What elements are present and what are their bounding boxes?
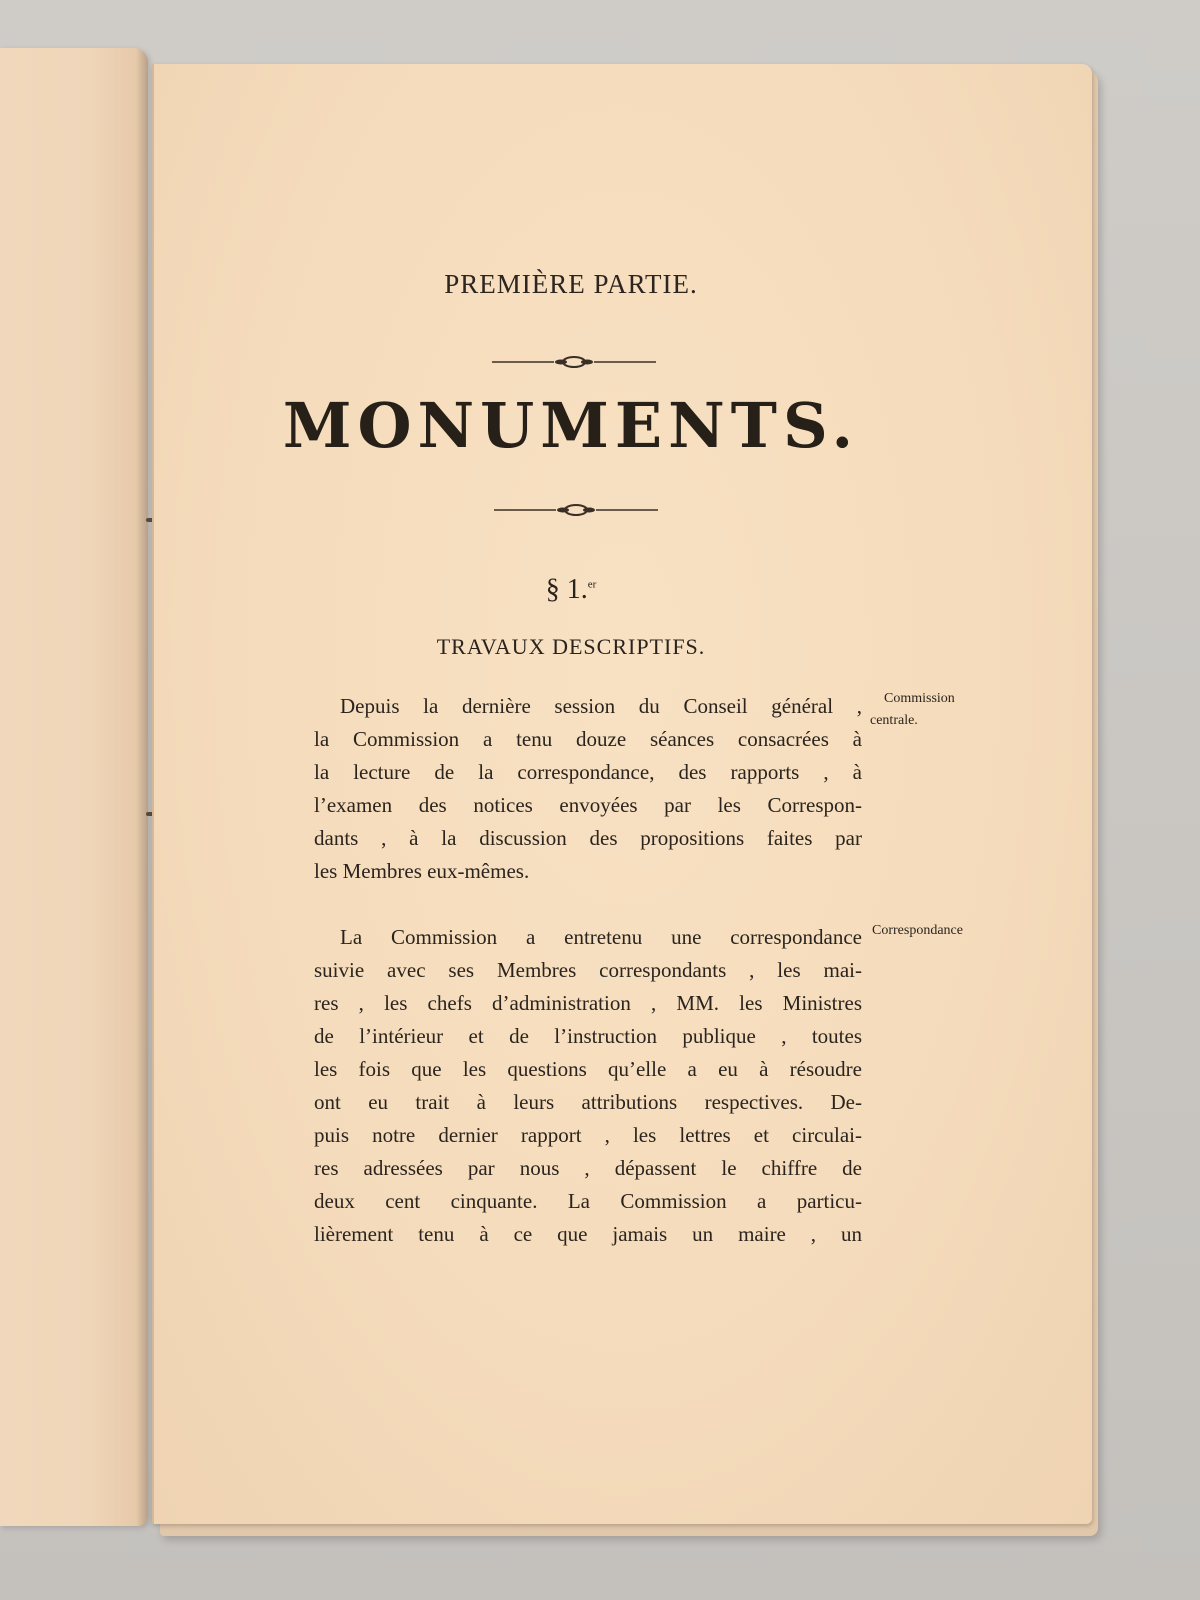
text-line: la lecture de la correspondance, des rapports , à xyxy=(314,760,862,784)
margin-note-line: Commission xyxy=(884,691,955,706)
left-page xyxy=(0,48,148,1526)
paragraph-commission xyxy=(314,690,862,888)
part-title: PREMIÈRE PARTIE. xyxy=(444,269,698,299)
text-line: res adressées par nous , dépassent le chiffre de xyxy=(314,1156,862,1180)
paragraph-correspondance xyxy=(314,921,862,1251)
main-title: MONUMENTS. xyxy=(282,389,860,462)
text-line: lièrement tenu à ce que jamais un maire , un xyxy=(314,1222,862,1246)
text-line: puis notre dernier rapport , les lettres et circulai- xyxy=(314,1123,862,1147)
section-title: TRAVAUX DESCRIPTIFS. xyxy=(436,634,706,659)
text-line: Depuis la dernière session du Conseil général , xyxy=(340,694,862,718)
book-page xyxy=(152,64,1092,1524)
margin-note-line: centrale. xyxy=(870,713,918,728)
text-line: la Commission a tenu douze séances consacrées à xyxy=(314,727,862,751)
text-line: les Membres eux-mêmes. xyxy=(314,859,530,883)
ornament-divider xyxy=(154,500,988,520)
text-line: de l’intérieur et de l’instruction publique , toutes xyxy=(314,1024,862,1048)
margin-note-commission xyxy=(870,688,955,732)
text-line: les fois que les questions qu’elle a eu à résoudre xyxy=(314,1057,862,1081)
text-line: dants , à la discussion des propositions faites par xyxy=(314,826,862,850)
text-line: res , les chefs d’administration , MM. les Ministres xyxy=(314,991,862,1015)
text-line: suivie avec ses Membres correspondants , les mai- xyxy=(314,958,862,982)
text-line: ont eu trait à leurs attributions respectives. De- xyxy=(314,1090,862,1114)
text-line: l’examen des notices envoyées par les Correspon- xyxy=(314,793,862,817)
text-line: deux cent cinquante. La Commission a particu- xyxy=(314,1189,862,1213)
ornament-divider xyxy=(154,352,988,372)
text-line: La Commission a entretenu une correspondance xyxy=(340,925,862,949)
margin-note-correspondance: Correspondance xyxy=(872,923,963,938)
section-number: § 1.$^{er}$ xyxy=(545,574,597,605)
